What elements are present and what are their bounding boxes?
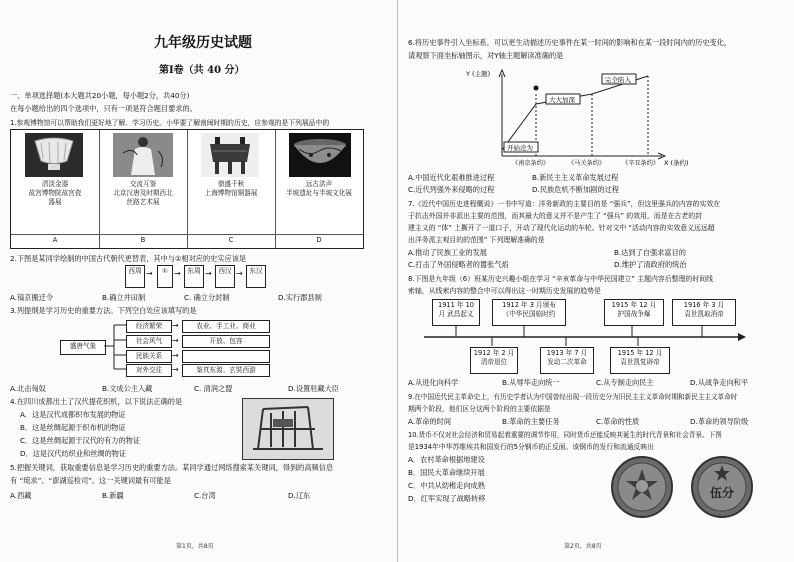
- event-name: 袁世凯复辟帝: [620, 358, 660, 366]
- event-name: 袁世凯取消帝: [684, 310, 724, 318]
- q6-option-d[interactable]: D.民族危机不断加剧的过程: [532, 185, 619, 194]
- option-letter[interactable]: D: [316, 236, 322, 244]
- q6-option-b[interactable]: B.新民主主义革命发展过程: [532, 173, 619, 182]
- timeline-event-top: [492, 299, 566, 326]
- dynasty-label: 西周: [128, 267, 142, 275]
- dynasty-box: [246, 265, 266, 288]
- q5-stem: 5.把握关键词，获取重要信息是学习历史的重要方法。某同学通过网络搜索某关键词，得到的高频信息: [10, 463, 334, 472]
- timeline-event-top: [432, 299, 480, 326]
- timeline-arrow-icon: [738, 333, 746, 341]
- dynasty-label: ①: [162, 267, 168, 275]
- q5-stem: 有 “琉求”、“澎湖巡检司”。这一关键词最有可能是: [10, 476, 171, 485]
- event-date: 1913 年 7 月: [546, 349, 588, 357]
- caption-line: 北京汉唐及时期西北: [113, 189, 173, 197]
- q8-stem: 索轴，从线索内容的整合中可以得出这一时期历史发展的趋势是: [408, 287, 601, 295]
- caption-line: 上海博物馆铜器展: [204, 189, 258, 197]
- arrow-icon: →: [205, 269, 212, 278]
- event-date: 1915 年 12 月: [617, 349, 663, 357]
- x-tick-label: 《南京条约》: [512, 160, 550, 167]
- dynasty-box: [157, 265, 173, 288]
- trend-line: [502, 76, 648, 150]
- q2-option-d[interactable]: D.实行郡县制: [278, 293, 322, 302]
- arrow-icon: →: [172, 336, 179, 345]
- q3-row-content: [182, 320, 270, 333]
- event-name: 护国战争爆: [617, 310, 651, 318]
- q3-option-d[interactable]: D.设置驻藏大臣: [288, 384, 339, 393]
- q5-option-c[interactable]: C.台湾: [194, 491, 216, 500]
- q6-option-c[interactable]: C.近代列强外来侵略的过程: [408, 185, 495, 194]
- q1-stem: 1.参观博物馆可以帮助我们更好地了解、学习历史。小华要了解南闽时期的历史，应参观的是下列展品中的: [10, 119, 330, 127]
- exam-title: 九年级历史试题: [154, 35, 252, 51]
- q8-option-c[interactable]: C.从专制走向民主: [596, 378, 654, 387]
- event-name: 清帝退位: [480, 358, 508, 366]
- timeline-event-bottom: [610, 347, 670, 374]
- exhibit-caption: [187, 180, 275, 198]
- coin-front-image: [610, 455, 674, 519]
- q3-blank-box[interactable]: [182, 350, 270, 363]
- q7-option-c[interactable]: C.打击了外国侵略者的嚣张气焰: [408, 260, 509, 269]
- q3-row-label: [126, 350, 172, 363]
- q7-option-d[interactable]: D.维护了清政府的统治: [614, 260, 687, 269]
- dynasty-box: [184, 265, 204, 288]
- point-marker: [534, 86, 539, 91]
- arrow-icon: →: [146, 269, 153, 278]
- exhibit-caption: [275, 180, 363, 198]
- event-date: 1912 年 2 月: [473, 349, 515, 357]
- exhibit-caption: [11, 180, 99, 207]
- caption-line: 故宫博物院故宫瓷: [28, 189, 82, 197]
- q7-stem: 出洋务派主观目的的范围” 下列理解准确的是: [408, 236, 545, 244]
- q3-stem: 3.列提纲是学习历史的重要方法。下列空白处应该填写的是: [10, 306, 197, 315]
- q6-stem: 请观察下面坐标轴图示，对Y轴主题解读准确的是: [408, 51, 564, 60]
- event-name: 发动二次革命: [547, 358, 587, 366]
- q3-center-label: 盛唐气象: [69, 342, 97, 350]
- event-date: 1915 年 12 月: [611, 301, 657, 309]
- q6-stem: 6.将历史事件引入坐标系，可以更生动描述历史事件在某一时间的影响和在某一段时间内的历史变化，: [408, 38, 732, 47]
- q8-option-d[interactable]: D.从战争走向和平: [690, 378, 749, 387]
- row-label-text: 经济繁荣: [135, 322, 163, 330]
- q7-stem: 7.《近代中国历史进程概说》一书中写道：洋务新政的主要目的是 “强兵”，但这里强兵的内容的实效在: [408, 200, 721, 208]
- instruction-line: 在每小题给出的四个选项中，只有一项是符合题目要求的。: [10, 104, 197, 113]
- timeline-event-bottom: [470, 347, 518, 374]
- option-letter[interactable]: B: [140, 236, 146, 244]
- q2-option-a[interactable]: A.镐京搬迁令: [10, 293, 54, 302]
- y-axis-label: Y (主题): [466, 70, 491, 78]
- q3-option-c[interactable]: C. 清润之盟: [194, 384, 233, 393]
- q3-row-label: [126, 320, 172, 333]
- q9-option-c[interactable]: C.革命的性质: [596, 417, 640, 426]
- q9-stem: 9.在中国近代民主革命史上，有历史学者认为中国曾经出现一段历史分为旧民主主义革命时期和新民主主义革命时: [408, 393, 738, 401]
- q9-option-d[interactable]: D.革命的领导阶级: [690, 417, 749, 426]
- q7-option-a[interactable]: A.推动了民族工业的发展: [408, 248, 487, 257]
- arrow-icon: →: [172, 365, 179, 374]
- caption-line: 丝路艺术展: [126, 198, 160, 206]
- q4-option-a[interactable]: A．这是汉代成都织布发展的物证: [20, 410, 126, 419]
- q3-row-label: [126, 335, 172, 348]
- annotation-text: 完全陷入: [605, 76, 631, 84]
- caption-line: 半坡遗址与半坡文化展: [286, 189, 352, 197]
- q1-exhibit-table: [10, 129, 364, 249]
- q10-option-b[interactable]: B．国民大革命继续开展: [408, 468, 485, 477]
- dynasty-label: 东周: [187, 267, 201, 275]
- dynasty-label: 东汉: [249, 267, 263, 275]
- arrow-icon: →: [172, 351, 179, 360]
- q3-option-a[interactable]: A.北击匈奴: [10, 384, 46, 393]
- q9-option-b[interactable]: B.革命的主要任务: [502, 417, 560, 426]
- event-date: 1911 年 10: [438, 301, 474, 309]
- option-letter[interactable]: C: [228, 236, 234, 244]
- q2-stem: 2.下图是某同学绘制的中国古代朝代更替表，其中与①相对应的史实应该是: [10, 254, 247, 263]
- q6-coordinate-chart: [452, 64, 689, 170]
- loom-model-image: [242, 398, 334, 460]
- silk-road-art-image: [113, 133, 173, 177]
- row-content-text: 农业、手工业、商业: [196, 322, 256, 330]
- q3-row-content: [182, 335, 270, 348]
- q3-row-label: [126, 364, 172, 377]
- x-tick-label: 《辛丑条约》: [622, 160, 660, 167]
- q7-stem: 建主义的 “体” 上撕开了一道口子，开动了现代化运动的车轮。针对文中 “活动内容的实效意义远远超: [408, 224, 715, 232]
- event-date: 1912 年 3 月颁布: [502, 301, 556, 309]
- q2-option-c[interactable]: C. 确立分封制: [184, 293, 230, 302]
- q5-option-d[interactable]: D.辽东: [288, 491, 311, 500]
- q10-stem: 是1934年中华苏维埃共和国发行的5分钢币的正反面。该钢币的发行和流通反映出: [408, 443, 654, 451]
- dynasty-label: 西汉: [218, 267, 232, 275]
- x-tick-label: 《马关条约》: [568, 160, 606, 167]
- annotation-text: 开始沦为: [507, 144, 533, 152]
- bronze-ding-image: [201, 133, 259, 177]
- page-footer: 第2页，共8页: [564, 543, 602, 550]
- row-label-text: 社会风气: [135, 337, 163, 345]
- q4-option-d[interactable]: D．这是汉代纺织业和丝绸的物证: [20, 449, 127, 458]
- arrow-icon: →: [174, 269, 181, 278]
- exhibit-caption: [99, 180, 187, 207]
- q7-option-b[interactable]: B.达到了自强求富目的: [614, 248, 686, 257]
- q6-option-a[interactable]: A.中国近代化艰难推进过程: [408, 173, 495, 182]
- q3-option-b[interactable]: B.文成公主入藏: [102, 384, 153, 393]
- q3-bracket: [104, 318, 128, 376]
- timeline-event-top: [672, 299, 736, 326]
- option-letter[interactable]: A: [52, 236, 58, 244]
- page-footer: 第1页，共8页: [176, 543, 214, 550]
- q4-stem: 4.在四川成都出土了汉代提花织机，以下说法正确的是: [10, 397, 183, 406]
- q5-option-b[interactable]: B.新疆: [102, 491, 124, 500]
- q4-option-c[interactable]: C．这是丝绸起源于汉代的有力的物证: [20, 436, 141, 445]
- page-divider: [397, 0, 398, 562]
- arrow-icon: →: [236, 269, 243, 278]
- row-label-text: 民族关系: [135, 352, 163, 360]
- dynasty-box: [125, 265, 145, 288]
- row-content-text: 开放、包容: [209, 337, 243, 345]
- q2-option-b[interactable]: B.确立井田制: [102, 293, 146, 302]
- painted-pottery-image: [289, 133, 351, 177]
- right-page: [404, 0, 788, 562]
- row-label-text: 对外交往: [135, 366, 163, 374]
- instruction-line: 一、单项选择题(本大题共20小题，每小题2分，共40分): [10, 91, 190, 100]
- section-title: 第Ⅰ卷（共 40 分）: [159, 65, 245, 76]
- q9-stem: 期两个阶段，他们区分这两个阶段的主要依据是: [408, 405, 551, 413]
- porcelain-cup-image: [25, 133, 83, 177]
- arrow-icon: →: [172, 321, 179, 330]
- left-page: [6, 0, 390, 562]
- timeline-event-bottom: [540, 347, 594, 374]
- q8-option-b[interactable]: B.从辱华走向统一: [502, 378, 560, 387]
- dynasty-box: [215, 265, 235, 288]
- caption-line: 鼎盛千秋: [217, 180, 245, 188]
- q8-option-a[interactable]: A.从进化向科学: [408, 378, 459, 387]
- timeline-event-top: [604, 299, 664, 326]
- caption-line: 清淡金器: [41, 180, 69, 188]
- q9-option-a[interactable]: A.革命的时间: [408, 417, 452, 426]
- caption-line: 器展: [48, 198, 62, 206]
- annotation-text: 大大加深: [549, 96, 575, 104]
- row-content-text: 鉴真东渡、玄奘西游: [196, 366, 256, 374]
- q3-center-box: [60, 340, 106, 355]
- caption-line: 远古洪声: [305, 180, 333, 188]
- q10-option-d[interactable]: D．红军实现了战略转移: [408, 494, 486, 503]
- event-date: 1916 年 3 月: [683, 301, 725, 309]
- x-axis-label: X (条约): [664, 159, 689, 167]
- q10-stem: 10.货币不仅对社会经济和贸易起着重要的调节作用，同时货币还能反映其诞生的时代背景和社会背景。下图: [408, 431, 722, 439]
- event-name: 月 武昌起义: [438, 310, 474, 318]
- q8-stem: 8.下图是九年级（6）班某历史兴趣小组在学习 “辛亥革命与中华民国建立” 主题内容后整理的时间线: [408, 275, 713, 283]
- q10-option-c[interactable]: C．中共从幼稚走向成熟: [408, 481, 485, 490]
- q4-option-b[interactable]: B．这是丝绸起源于织布机的物证: [20, 423, 126, 432]
- coin-back-image: [690, 455, 754, 519]
- event-name: 《中华民国临时约: [502, 310, 556, 318]
- q7-stem: 于抗击外国并非派出主要的范围，而其最大的意义并不是产生了 “强兵” 的效用，而是在古老的封: [408, 212, 703, 220]
- q5-option-a[interactable]: A.西藏: [10, 491, 32, 500]
- coin-denomination: 伍分: [709, 486, 735, 500]
- caption-line: 交流互鉴: [129, 180, 157, 188]
- row-divider: [11, 234, 363, 235]
- q3-row-content: [182, 364, 270, 377]
- q10-option-a[interactable]: A．农村革命根据地建设: [408, 455, 485, 464]
